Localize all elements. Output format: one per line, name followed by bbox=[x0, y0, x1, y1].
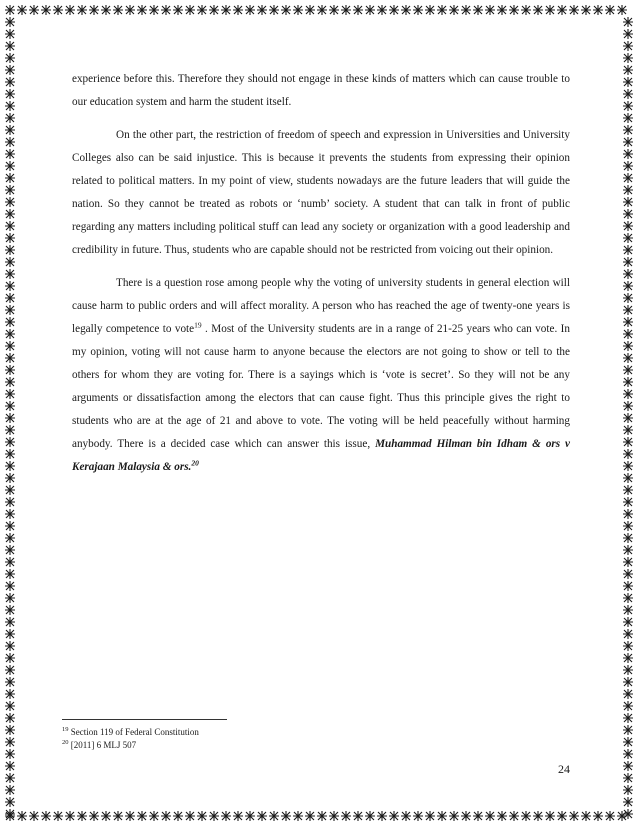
border-star-icon bbox=[5, 629, 15, 639]
border-star-icon bbox=[389, 811, 399, 821]
border-star-icon bbox=[5, 509, 15, 519]
border-star-icon bbox=[233, 5, 243, 15]
border-star-icon bbox=[605, 811, 615, 821]
border-star-icon bbox=[623, 197, 633, 207]
border-star-icon bbox=[101, 5, 111, 15]
border-star-icon bbox=[623, 161, 633, 171]
border-star-icon bbox=[623, 581, 633, 591]
footnote-20 bbox=[62, 739, 362, 752]
border-star-icon bbox=[425, 5, 435, 15]
border-star-icon bbox=[623, 101, 633, 111]
border-star-icon bbox=[5, 305, 15, 315]
border-star-icon bbox=[623, 65, 633, 75]
border-star-icon bbox=[5, 5, 15, 15]
footnote-number: 20 bbox=[62, 739, 69, 746]
border-star-icon bbox=[623, 437, 633, 447]
border-star-icon bbox=[5, 797, 15, 807]
footnote-text: [2011] 6 MLJ 507 bbox=[70, 740, 137, 750]
border-star-icon bbox=[353, 5, 363, 15]
border-star-icon bbox=[197, 5, 207, 15]
border-star-icon bbox=[623, 497, 633, 507]
border-star-icon bbox=[623, 173, 633, 183]
border-star-icon bbox=[623, 785, 633, 795]
border-star-icon bbox=[593, 5, 603, 15]
border-star-icon bbox=[485, 5, 495, 15]
body-text bbox=[72, 68, 570, 489]
border-star-icon bbox=[5, 173, 15, 183]
border-star-icon bbox=[623, 425, 633, 435]
border-star-icon bbox=[5, 425, 15, 435]
border-star-icon bbox=[449, 5, 459, 15]
border-star-icon bbox=[185, 5, 195, 15]
border-star-icon bbox=[623, 77, 633, 87]
border-star-icon bbox=[29, 5, 39, 15]
border-star-icon bbox=[623, 137, 633, 147]
border-star-icon bbox=[5, 737, 15, 747]
border-star-icon bbox=[521, 811, 531, 821]
border-star-icon bbox=[473, 5, 483, 15]
border-star-icon bbox=[5, 293, 15, 303]
border-star-icon bbox=[5, 557, 15, 567]
border-star-icon bbox=[545, 5, 555, 15]
border-star-icon bbox=[623, 533, 633, 543]
border-star-icon bbox=[5, 605, 15, 615]
border-star-icon bbox=[5, 449, 15, 459]
border-star-icon bbox=[281, 811, 291, 821]
border-star-icon bbox=[623, 29, 633, 39]
border-star-icon bbox=[5, 413, 15, 423]
border-star-icon bbox=[473, 811, 483, 821]
border-star-icon bbox=[461, 5, 471, 15]
border-star-icon bbox=[623, 773, 633, 783]
border-star-icon bbox=[125, 811, 135, 821]
border-star-icon bbox=[5, 341, 15, 351]
border-star-icon bbox=[17, 811, 27, 821]
footnote-19 bbox=[62, 726, 362, 739]
border-star-icon bbox=[5, 749, 15, 759]
border-star-icon bbox=[305, 5, 315, 15]
border-star-icon bbox=[5, 653, 15, 663]
border-star-icon bbox=[623, 809, 633, 819]
border-star-icon bbox=[377, 5, 387, 15]
border-star-icon bbox=[149, 811, 159, 821]
border-star-icon bbox=[623, 569, 633, 579]
border-star-icon bbox=[5, 521, 15, 531]
border-star-icon bbox=[41, 811, 51, 821]
border-star-icon bbox=[77, 5, 87, 15]
border-star-icon bbox=[5, 353, 15, 363]
border-star-icon bbox=[197, 811, 207, 821]
border-star-icon bbox=[401, 5, 411, 15]
border-star-icon bbox=[623, 797, 633, 807]
border-star-icon bbox=[5, 761, 15, 771]
border-star-icon bbox=[5, 209, 15, 219]
border-star-icon bbox=[623, 617, 633, 627]
border-star-icon bbox=[623, 317, 633, 327]
border-star-icon bbox=[5, 101, 15, 111]
border-star-icon bbox=[521, 5, 531, 15]
border-star-icon bbox=[581, 5, 591, 15]
border-star-icon bbox=[623, 545, 633, 555]
border-star-icon bbox=[623, 329, 633, 339]
border-star-icon bbox=[557, 811, 567, 821]
border-star-icon bbox=[65, 5, 75, 15]
border-star-icon bbox=[137, 5, 147, 15]
border-star-icon bbox=[485, 811, 495, 821]
border-star-icon bbox=[221, 811, 231, 821]
border-star-icon bbox=[623, 677, 633, 687]
border-star-icon bbox=[623, 185, 633, 195]
border-star-icon bbox=[623, 149, 633, 159]
border-star-icon bbox=[353, 811, 363, 821]
border-star-icon bbox=[113, 811, 123, 821]
border-star-icon bbox=[53, 5, 63, 15]
border-star-icon bbox=[5, 689, 15, 699]
border-star-icon bbox=[5, 437, 15, 447]
border-star-icon bbox=[209, 811, 219, 821]
border-star-icon bbox=[305, 811, 315, 821]
border-star-icon bbox=[437, 5, 447, 15]
border-star-icon bbox=[209, 5, 219, 15]
border-star-icon bbox=[101, 811, 111, 821]
border-star-icon bbox=[77, 811, 87, 821]
border-star-icon bbox=[623, 389, 633, 399]
border-star-icon bbox=[623, 689, 633, 699]
border-star-icon bbox=[113, 5, 123, 15]
border-star-icon bbox=[5, 545, 15, 555]
border-star-icon bbox=[341, 5, 351, 15]
border-star-icon bbox=[317, 5, 327, 15]
border-star-icon bbox=[53, 811, 63, 821]
border-star-icon bbox=[5, 65, 15, 75]
border-star-icon bbox=[5, 785, 15, 795]
border-star-icon bbox=[161, 5, 171, 15]
footnotes bbox=[62, 726, 362, 752]
border-star-icon bbox=[5, 677, 15, 687]
border-star-icon bbox=[623, 53, 633, 63]
border-star-icon bbox=[317, 811, 327, 821]
border-star-icon bbox=[5, 713, 15, 723]
border-star-icon bbox=[623, 281, 633, 291]
footnote-ref-20[interactable]: 20 bbox=[191, 458, 199, 468]
border-star-icon bbox=[401, 811, 411, 821]
border-star-icon bbox=[623, 221, 633, 231]
border-star-icon bbox=[449, 811, 459, 821]
border-star-icon bbox=[557, 5, 567, 15]
border-star-icon bbox=[293, 811, 303, 821]
border-star-icon bbox=[5, 389, 15, 399]
footnote-separator bbox=[62, 719, 227, 720]
paragraph-3-part-b: . Most of the University students are in a range of 21-25 years who can vote. In my opinion, voting will not cause harm to anyone because the electors are not going to show or tell to the others for whom they are voting for. There is a sayings which is ‘vote is secret’. So they will not be any arguments or dissatisfaction among the electors that can cause fight. Thus this principle gives the right to students who are at the age of 21 and above to vote. The voting will be held peacefully without harming anybody. There is a decided case which can answer this issue, bbox=[72, 323, 570, 450]
border-star-icon bbox=[377, 811, 387, 821]
border-star-icon bbox=[623, 713, 633, 723]
border-star-icon bbox=[623, 233, 633, 243]
border-star-icon bbox=[5, 17, 15, 27]
paragraph-1: experience before this. Therefore they should not engage in these kinds of matters which can cause trouble to our education system and harm the student itself. bbox=[72, 73, 570, 108]
border-star-icon bbox=[623, 269, 633, 279]
border-star-icon bbox=[257, 811, 267, 821]
border-star-icon bbox=[5, 461, 15, 471]
border-star-icon bbox=[125, 5, 135, 15]
border-star-icon bbox=[623, 641, 633, 651]
border-star-icon bbox=[623, 725, 633, 735]
border-star-icon bbox=[365, 811, 375, 821]
border-star-icon bbox=[623, 413, 633, 423]
border-star-icon bbox=[5, 245, 15, 255]
border-star-icon bbox=[617, 5, 627, 15]
border-star-icon bbox=[5, 569, 15, 579]
border-star-icon bbox=[5, 497, 15, 507]
border-star-icon bbox=[581, 811, 591, 821]
border-star-icon bbox=[569, 811, 579, 821]
border-star-icon bbox=[545, 811, 555, 821]
border-star-icon bbox=[623, 737, 633, 747]
border-star-icon bbox=[137, 811, 147, 821]
border-star-icon bbox=[623, 485, 633, 495]
border-star-icon bbox=[5, 269, 15, 279]
border-star-icon bbox=[185, 811, 195, 821]
border-star-icon bbox=[623, 761, 633, 771]
border-star-icon bbox=[623, 113, 633, 123]
border-star-icon bbox=[5, 53, 15, 63]
border-star-icon bbox=[461, 811, 471, 821]
border-star-icon bbox=[623, 605, 633, 615]
border-star-icon bbox=[173, 5, 183, 15]
border-star-icon bbox=[29, 811, 39, 821]
border-star-icon bbox=[389, 5, 399, 15]
border-star-icon bbox=[245, 811, 255, 821]
border-star-icon bbox=[5, 161, 15, 171]
border-star-icon bbox=[281, 5, 291, 15]
border-star-icon bbox=[5, 29, 15, 39]
border-star-icon bbox=[5, 125, 15, 135]
footnote-number: 19 bbox=[62, 726, 69, 733]
border-star-icon bbox=[593, 811, 603, 821]
border-star-icon bbox=[623, 701, 633, 711]
border-star-icon bbox=[623, 377, 633, 387]
border-star-icon bbox=[5, 473, 15, 483]
border-star-icon bbox=[623, 209, 633, 219]
border-star-icon bbox=[5, 77, 15, 87]
border-star-icon bbox=[623, 509, 633, 519]
border-star-icon bbox=[245, 5, 255, 15]
border-star-icon bbox=[623, 473, 633, 483]
border-star-icon bbox=[5, 89, 15, 99]
border-star-icon bbox=[623, 449, 633, 459]
border-star-icon bbox=[623, 521, 633, 531]
border-star-icon bbox=[5, 149, 15, 159]
border-star-icon bbox=[623, 305, 633, 315]
border-star-icon bbox=[5, 665, 15, 675]
paragraph-3 bbox=[72, 272, 570, 479]
border-star-icon bbox=[5, 809, 15, 819]
border-star-icon bbox=[623, 41, 633, 51]
border-star-icon bbox=[623, 629, 633, 639]
border-star-icon bbox=[623, 593, 633, 603]
border-star-icon bbox=[623, 89, 633, 99]
page-number: 24 bbox=[558, 762, 570, 776]
border-star-icon bbox=[425, 811, 435, 821]
border-star-icon bbox=[5, 365, 15, 375]
border-star-icon bbox=[5, 41, 15, 51]
border-star-icon bbox=[5, 257, 15, 267]
border-star-icon bbox=[497, 811, 507, 821]
border-star-icon bbox=[173, 811, 183, 821]
border-star-icon bbox=[5, 281, 15, 291]
border-star-icon bbox=[269, 5, 279, 15]
footnote-ref-19[interactable]: 19 bbox=[194, 320, 202, 330]
border-star-icon bbox=[623, 353, 633, 363]
border-star-icon bbox=[623, 365, 633, 375]
border-star-icon bbox=[269, 811, 279, 821]
border-star-icon bbox=[257, 5, 267, 15]
border-star-icon bbox=[437, 811, 447, 821]
border-star-icon bbox=[5, 641, 15, 651]
border-star-icon bbox=[41, 5, 51, 15]
border-star-icon bbox=[5, 533, 15, 543]
border-star-icon bbox=[623, 257, 633, 267]
border-star-icon bbox=[623, 17, 633, 27]
border-star-icon bbox=[5, 317, 15, 327]
border-star-icon bbox=[5, 701, 15, 711]
border-star-icon bbox=[623, 653, 633, 663]
border-star-icon bbox=[5, 485, 15, 495]
border-star-icon bbox=[5, 113, 15, 123]
border-star-icon bbox=[89, 811, 99, 821]
border-star-icon bbox=[293, 5, 303, 15]
border-star-icon bbox=[161, 811, 171, 821]
border-star-icon bbox=[623, 341, 633, 351]
border-star-icon bbox=[5, 581, 15, 591]
border-star-icon bbox=[623, 245, 633, 255]
paragraph-3-part-a: There is a question rose among people why the voting of university students in general election will cause harm to public orders and will affect morality. A person who has reached the age of twenty-one years is legally competence to vote bbox=[72, 277, 570, 335]
border-star-icon bbox=[5, 593, 15, 603]
footnote-text: Section 119 of Federal Constitution bbox=[70, 727, 199, 737]
border-star-icon bbox=[533, 5, 543, 15]
border-star-icon bbox=[65, 811, 75, 821]
border-star-icon bbox=[5, 233, 15, 243]
border-star-icon bbox=[329, 811, 339, 821]
border-star-icon bbox=[5, 773, 15, 783]
border-star-icon bbox=[5, 221, 15, 231]
border-star-icon bbox=[623, 557, 633, 567]
border-star-icon bbox=[605, 5, 615, 15]
paragraph-2: On the other part, the restriction of freedom of speech and expression in Universities and University Colleges also can be said injustice. This is because it prevents the students from expressing their opinion related to political matters. In my point of view, students nowadays are the future leaders that will guide the nation. So they cannot be treated as robots or ‘numb’ society. A student that can talk in front of public regarding any matters including political stuff can lead any society or organization with a good leadership and credibility in future. Thus, students who are capable should not be restricted from voicing out their opinion. bbox=[72, 129, 570, 256]
border-star-icon bbox=[623, 749, 633, 759]
border-star-icon bbox=[5, 725, 15, 735]
border-star-icon bbox=[413, 811, 423, 821]
border-star-icon bbox=[5, 329, 15, 339]
border-star-icon bbox=[509, 5, 519, 15]
border-star-icon bbox=[233, 811, 243, 821]
border-star-icon bbox=[5, 401, 15, 411]
border-star-icon bbox=[5, 197, 15, 207]
border-star-icon bbox=[341, 811, 351, 821]
border-star-icon bbox=[569, 5, 579, 15]
border-star-icon bbox=[5, 617, 15, 627]
border-star-icon bbox=[365, 5, 375, 15]
border-star-icon bbox=[89, 5, 99, 15]
border-star-icon bbox=[5, 377, 15, 387]
border-star-icon bbox=[623, 293, 633, 303]
border-star-icon bbox=[509, 811, 519, 821]
case-citation: Muhammad Hilman bin Idham & ors v Kerajaan Malaysia & ors. bbox=[72, 438, 571, 473]
border-star-icon bbox=[623, 461, 633, 471]
border-star-icon bbox=[17, 5, 27, 15]
border-star-icon bbox=[497, 5, 507, 15]
border-star-icon bbox=[533, 811, 543, 821]
border-star-icon bbox=[5, 185, 15, 195]
border-star-icon bbox=[623, 125, 633, 135]
border-star-icon bbox=[413, 5, 423, 15]
border-star-icon bbox=[623, 665, 633, 675]
border-star-icon bbox=[221, 5, 231, 15]
border-star-icon bbox=[623, 401, 633, 411]
border-star-icon bbox=[149, 5, 159, 15]
border-star-icon bbox=[329, 5, 339, 15]
border-star-icon bbox=[5, 137, 15, 147]
